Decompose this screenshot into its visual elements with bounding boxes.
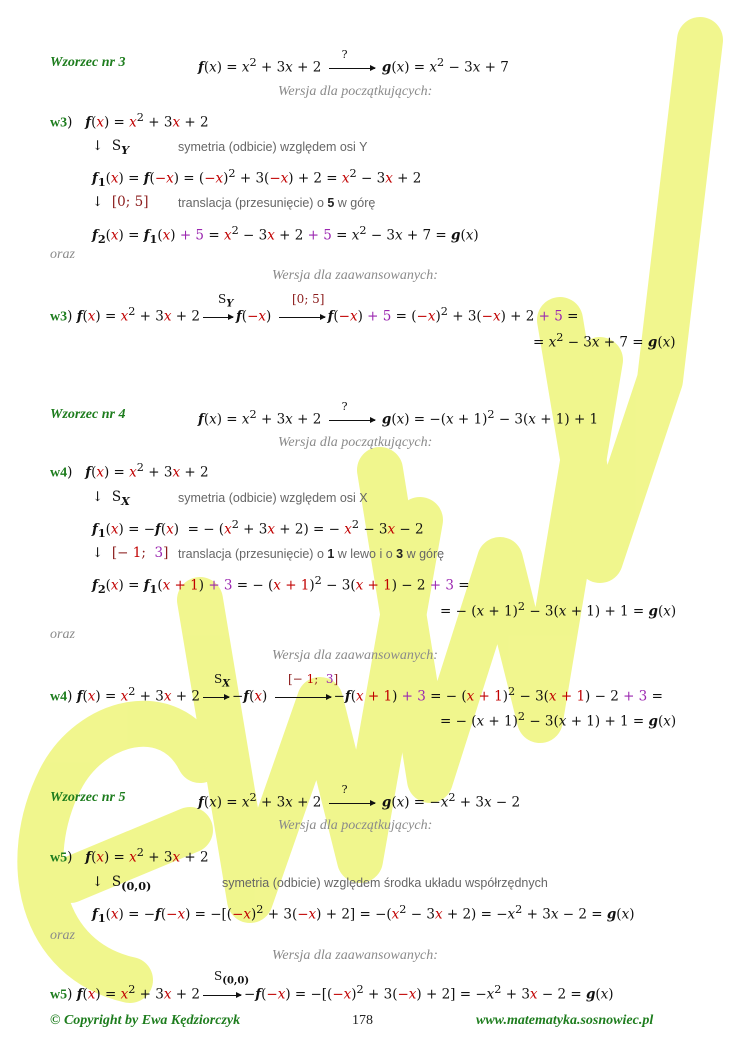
oraz-5: oraz	[50, 928, 75, 943]
w5-step1-note: symetria (odbicie) względem środka układu współrzędnych	[222, 876, 548, 890]
w3-step2-note: translacja (przesunięcie) o 5 w górę	[178, 196, 376, 210]
pattern-5-equation: $f(x) = x^2 + 3x + 2$ ? $g(x) = -x^2 + 3x - 2$	[198, 782, 521, 811]
w4-line2: $f_1(x) = -f(x)$ = − $(x^2 + 3x + 2)$ = − $x^2 - 3x - 2$	[92, 518, 424, 541]
w4-step2-symbol: ↓ [− 1; 3]	[92, 545, 169, 561]
w3-adv-arrow2-label: [0; 5]	[292, 292, 325, 306]
w3-step1-note: symetria (odbicie) względem osi Y	[178, 140, 368, 154]
w3-adv-arrow1-label: $S_Y$	[218, 292, 234, 310]
w5-line2: $f_1(x) = -f(-x) = -[(-x)^2 + 3(-x) + 2] = -(x^2 - 3x + 2) = -x^2 + 3x - 2 = g(x)$	[92, 903, 635, 926]
footer-website-link[interactable]: www.matematyka.sosnowiec.pl	[476, 1013, 654, 1028]
w4-line1: w4) $f(x) = x^2 + 3x + 2$	[50, 461, 209, 481]
advanced-label-5: Wersja dla zaawansowanych:	[272, 948, 438, 963]
w3-advanced-line1: w3) $f(x) = x^2 + 3x + 2$ f(−x) $f(-x) + 5 = (-x)^2 + 3(-x) + 2 + 5$ =	[50, 305, 579, 325]
w4-advanced-line2: = − $(x + 1)^2 - 3(x + 1) + 1 = g(x)$	[440, 710, 677, 730]
w4-line3: $f_2(x) = f_1(x + 1) + 3$ = − $(x + 1)^2 - 3(x + 1) - 2 + 3$ =	[92, 574, 470, 597]
w3-advanced-line2: = $x^2 - 3x + 7 = g(x)$	[533, 331, 676, 351]
pattern-3-equation: $f(x) = x^2 + 3x + 2$ ? $g(x) = x^2 - 3x + 7$	[198, 47, 509, 76]
beginner-label-3: Wersja dla początkujących:	[278, 84, 433, 99]
beginner-label-5: Wersja dla początkujących:	[278, 818, 433, 833]
w5-step1-symbol: ↓ $S_{(0,0)}$	[92, 874, 152, 893]
w3-step2-symbol: ↓ [0; 5]	[92, 194, 149, 210]
w4-line3b: = − $(x + 1)^2 - 3(x + 1) + 1 = g(x)$	[440, 600, 677, 620]
w4-step1-symbol: ↓ $S_X$	[92, 489, 130, 508]
advanced-label-3: Wersja dla zaawansowanych:	[272, 268, 438, 283]
footer-copyright: © Copyright by Ewa Kędziorczyk	[50, 1013, 241, 1028]
pattern-4-title: Wzorzec nr 4	[50, 407, 126, 422]
pattern-4-equation: $f(x) = x^2 + 3x + 2$ ? $g(x) = -(x + 1)^2 - 3(x + 1) + 1$	[198, 399, 599, 428]
pattern-3-title: Wzorzec nr 3	[50, 55, 126, 70]
beginner-label-4: Wersja dla początkujących:	[278, 435, 433, 450]
w3-step1-symbol: ↓ $S_Y$	[92, 138, 130, 157]
w3-line3: $f_2(x) = f_1(x) + 5 = x^2 - 3x + 2 + 5 = x^2 - 3x + 7 = g(x)$	[92, 224, 479, 247]
oraz-3: oraz	[50, 247, 75, 262]
w5-advanced-line1: w5) $f(x) = x^2 + 3x + 2 -f(-x) = -[(-x)^2 + 3(-x) + 2] = -x^2 + 3x - 2 = g(x)$	[50, 983, 614, 1003]
w3-line1: w3) $f(x) = x^2 + 3x + 2$	[50, 111, 209, 131]
w4-adv-arrow1-label: $S_X$	[214, 672, 230, 690]
advanced-label-4: Wersja dla zaawansowanych:	[272, 648, 438, 663]
pattern-5-title: Wzorzec nr 5	[50, 790, 126, 805]
w4-step2-note: translacja (przesunięcie) o 1 w lewo i o 3 w górę	[178, 547, 445, 561]
w5-adv-arrow-label: $S_{(0,0)}$	[214, 969, 250, 987]
w3-line2: $f_1(x) = f(-x) = (-x)^2 + 3(-x) + 2 = x^2 - 3x + 2$	[92, 167, 422, 190]
w5-line1: w5) $f(x) = x^2 + 3x + 2$	[50, 846, 209, 866]
w4-adv-arrow2-label: [− 1; 3]	[288, 672, 339, 686]
page-number: 178	[352, 1013, 373, 1028]
oraz-4: oraz	[50, 627, 75, 642]
w4-step1-note: symetria (odbicie) względem osi X	[178, 491, 368, 505]
w4-advanced-line1: w4) $f(x) = x^2 + 3x + 2 -f(x) -f(x + 1) + 3$ = − $(x + 1)^2 - 3(x + 1) - 2 + 3$ =	[50, 685, 663, 705]
